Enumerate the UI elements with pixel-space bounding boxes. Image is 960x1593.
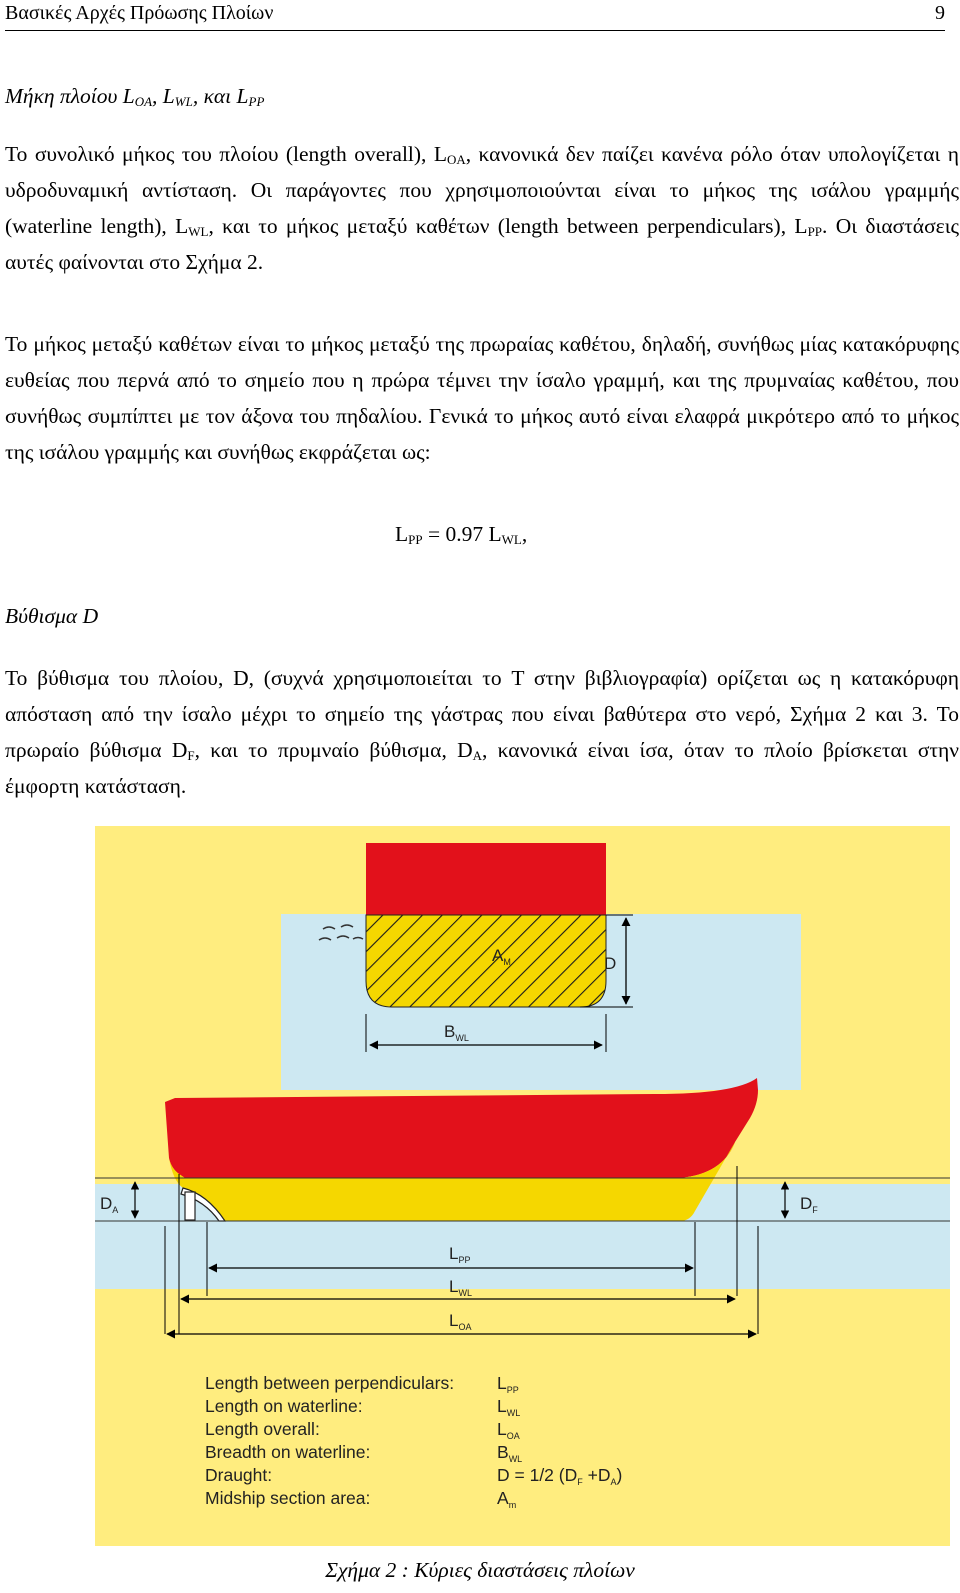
label-da: $D_A$	[100, 1194, 119, 1215]
label-loa: $L_{OA}$	[449, 1311, 472, 1332]
formula-lpp: $L_{PP} = 0.97$ $L_{WL}$,	[395, 522, 528, 547]
legend-label: Midship section area:	[205, 1488, 371, 1508]
page-header	[5, 0, 945, 31]
legend-symbol: $A_m$	[497, 1488, 517, 1510]
label-d: D	[604, 954, 617, 973]
running-title: Βασικές Αρχές Πρόωσης Πλοίων	[5, 2, 274, 24]
rudder	[185, 1192, 195, 1220]
ship-dimensions-figure	[95, 826, 950, 1546]
legend-symbol: $L_{OA}$	[497, 1419, 520, 1441]
page-number: 9	[935, 2, 945, 24]
paragraph-lpp: Το μήκος μεταξύ καθέτων είναι το μήκος μεταξύ της πρωραίας καθέτου, δηλαδή, συνήθως μίας κατακόρυφης ευθείας που περνά από το σημείο που η πρώρα τέμνει την ίσαλο γραμμή, και της πρυμναίας καθέτου, που συνήθως συμπίπτει με τον άξονα του πηδαλίου. Γενικά το μήκος αυτό είναι ελαφρά μικρότερο από το μήκος της ισάλου γραμμής και συνήθως εκφράζεται ως:	[5, 332, 959, 464]
section-heading-draught: Βύθισμα D	[5, 604, 99, 628]
label-am: $A_M$	[492, 946, 511, 967]
legend-symbol: D = 1/2 $(D_F +D_A)$	[497, 1465, 623, 1487]
legend-symbol: $L_{PP}$	[497, 1373, 519, 1395]
section-midship-area	[366, 915, 606, 1007]
paragraph-draught: Το βύθισμα του πλοίου, D, (συχνά χρησιμοποιείται το T στην βιβλιογραφία) ορίζεται ως η κατακόρυφη απόσταση από την ίσαλο μέχρι το σημείο της γάστρας που είναι βαθύτερα στο νερό, Σχήμα 2 και 3. Το πρωραίο βύθισμα $D_F$, και το πρυμναίο βύθισμα, $D_A$, κανονικά είναι ίσα, όταν το πλοίο βρίσκεται στην έμφορτη κατάσταση.	[5, 666, 960, 798]
section-heading-lengths: Μήκη πλοίου $L_{OA}$, $L_{WL}$, και $L_{PP}$	[5, 84, 265, 109]
legend-symbol: $L_{WL}$	[497, 1396, 521, 1418]
label-lpp: $L_{PP}$	[449, 1244, 471, 1265]
legend-label: Draught:	[205, 1465, 273, 1485]
legend-label: Length overall:	[205, 1419, 320, 1439]
legend-label: Length between perpendiculars:	[205, 1373, 455, 1393]
legend-label: Length on waterline:	[205, 1396, 363, 1416]
label-df: $D_F$	[800, 1194, 818, 1215]
legend-label: Breadth on waterline:	[205, 1442, 371, 1462]
section-hull-above	[366, 843, 606, 915]
figure-caption: Σχήμα 2 : Κύριες διαστάσεις πλοίων	[325, 1558, 635, 1582]
label-lwl: $L_{WL}$	[449, 1277, 472, 1298]
legend-symbol: $B_{WL}$	[497, 1442, 523, 1464]
paragraph-lengths: Το συνολικό μήκος του πλοίου (length overall), $L_{OA}$, κανονικά δεν παίζει κανένα ρόλο όταν υπολογίζεται η υδροδυναμική αντίσταση. Οι παράγοντες που χρησιμοποιούνται είναι το μήκος της ισάλου γραμμής (waterline length), $L_{WL}$, και το μήκος μεταξύ καθέτων (length between perpendiculars), $L_{PP}$. Οι διαστάσεις αυτές φαίνονται στο Σχήμα 2.	[5, 142, 959, 274]
label-bwl: $B_{WL}$	[444, 1022, 469, 1043]
